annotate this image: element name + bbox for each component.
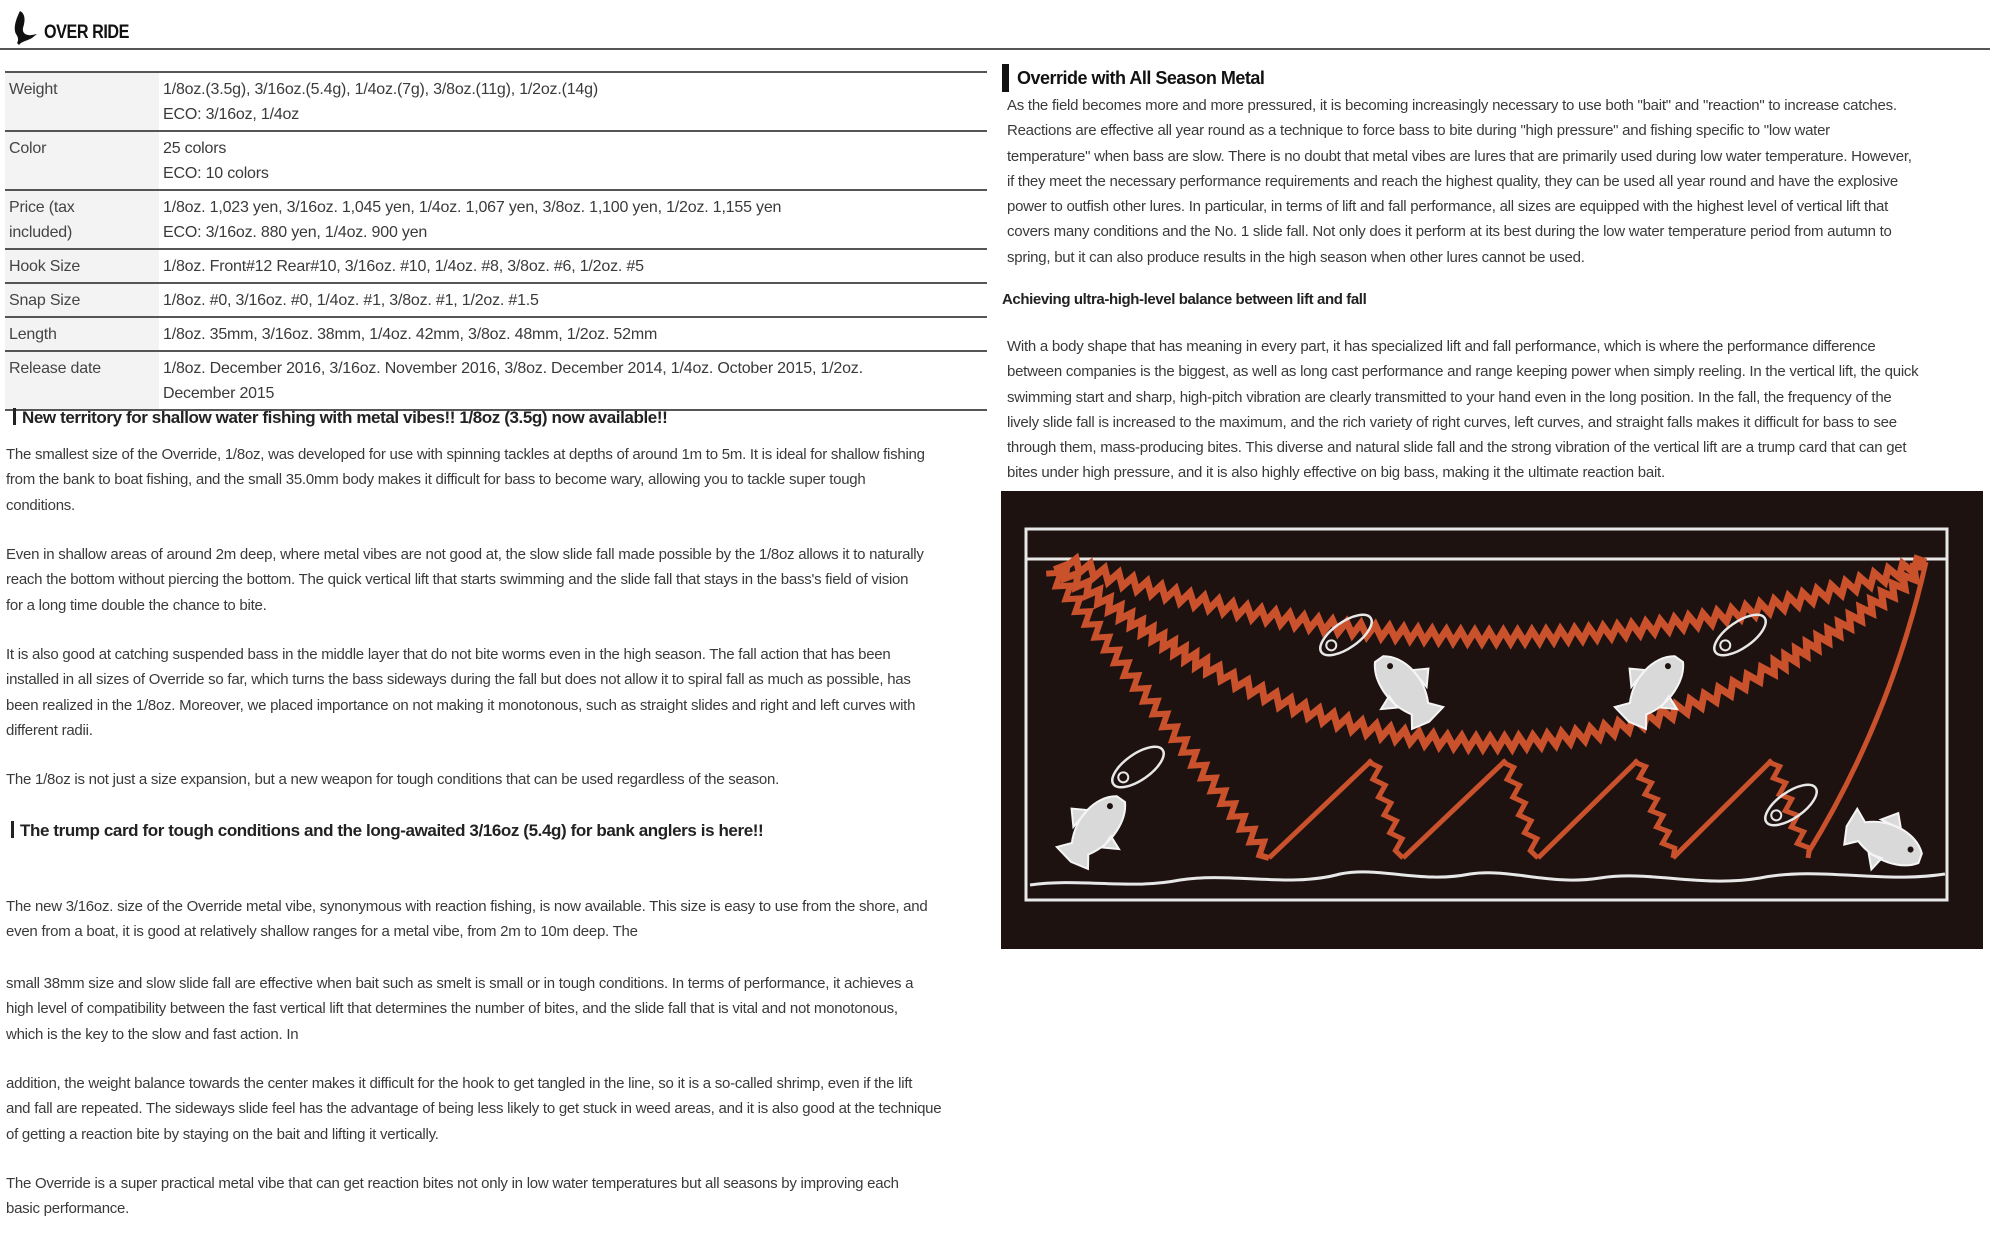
spec-value-line: ECO: 3/16oz, 1/4oz [163,106,300,123]
paragraph-line: been realized in the 1/8oz. Moreover, we placed importance on not making it monotonous, such as straight slides and right and left curves with [6,696,916,714]
spec-value-line: 1/8oz. 1,023 yen, 3/16oz. 1,045 yen, 1/4oz. 1,067 yen, 3/8oz. 1,100 yen, 1/2oz. 1,155 yen [163,199,782,216]
paragraph-line: and fall are repeated. The sideways slide feel has the advantage of being less likely to get stuck in weed areas, and it is also good at the technique [6,1100,942,1118]
spec-label-line: included) [9,224,73,241]
logo[interactable] [8,6,144,46]
right-subheading: Achieving ultra-high-level balance between lift and fall [1002,291,1367,308]
paragraph-line: between companies is the biggest, as well as long cast performance and range keeping power when simply reeling. In the vertical lift, the quick [1007,363,1919,381]
spec-label [5,131,159,190]
spec-row [5,317,987,351]
spec-label-line: Price (tax [9,199,75,216]
paragraph-line: power to outfish other lures. In particular, in terms of lift and fall performance, all sizes are equipped with the highest level of vertical lift that [1007,198,1889,216]
spec-label-line: Weight [9,81,58,98]
spec-value-line: ECO: 10 colors [163,165,269,182]
paragraph [1007,93,1912,270]
paragraph-line: if they meet the necessary performance requirements and reach the highest quality, they can be used all year round and have the explosive [1007,172,1899,190]
paragraph-line: conditions. [6,496,75,514]
paragraph-line: reach the bottom without piercing the bottom. The quick vertical lift that starts swimming and the slide fall that stays in the bass's field of vision [6,571,909,589]
spec-row [5,190,987,249]
paragraph-line: different radii. [6,721,93,739]
spec-value [159,283,987,317]
heading-text: New territory for shallow water fishing with metal vibes!! 1/8oz (3.5g) now available!! [22,408,668,427]
spec-value-line: 1/8oz. #0, 3/16oz. #0, 1/4oz. #1, 3/8oz. #1, 1/2oz. #1.5 [163,292,539,309]
spec-value [159,317,987,351]
spec-label-line: Length [9,326,57,343]
paragraph-line: spring, but it can also produce results in the high season when other lures cannot be used. [1007,248,1585,266]
spec-row [5,72,987,131]
spec-label [5,351,159,410]
paragraph-line: high level of compatibility between the fast vertical lift that determines the number of bites, and the slide fall that is vital and not monotonous, [6,1000,898,1018]
paragraph-line: small 38mm size and slow slide fall are effective when bait such as smelt is small or in tough conditions. In terms of performance, it achieves a [6,975,914,992]
paragraph-line: covers many conditions and the No. 1 slide fall. Not only does it perform at its best during the low water temperature period from autumn to [1007,223,1892,241]
section-heading-3-16oz [11,821,763,841]
logo-text: OVER RIDE [44,22,130,43]
spec-value-line: 1/8oz. Front#12 Rear#10, 3/16oz. #10, 1/4oz. #8, 3/8oz. #6, 1/2oz. #5 [163,258,644,275]
paragraph-line: lively slide fall is increased to the maximum, and the rich variety of right curves, left curves, and straight falls makes it difficult for bass to see [1007,413,1897,431]
bird-silhouette-icon [8,10,38,46]
spec-value [159,249,987,283]
spec-row [5,283,987,317]
spec-value-line: December 2015 [163,385,275,402]
paragraph-line: swimming start and sharp, high-pitch vibration are clearly transmitted to your hand even in the long position. In the fall, the frequency of the [1007,388,1892,406]
paragraph-line: Reactions are effective all year round as a technique to force bass to bite during "high pressure" and fishing specific to "low water [1007,122,1830,140]
spec-value-line: 1/8oz. 35mm, 3/16oz. 38mm, 1/4oz. 42mm, 3/8oz. 48mm, 1/2oz. 52mm [163,326,658,343]
spec-label [5,72,159,131]
paragraph [6,971,913,1047]
paragraph [6,894,927,945]
paragraph-line: The new 3/16oz. size of the Override metal vibe, synonymous with reaction fishing, is now available. This size is easy to use from the shore, and [6,898,928,915]
paragraph-line: from the bank to boat fishing, and the small 35.0mm body makes it difficult for bass to become wary, allowing you to tackle super tough [6,471,866,489]
spec-value-line: 1/8oz. December 2016, 3/16oz. November 2016, 3/8oz. December 2014, 1/4oz. October 2015, 1/2oz. [163,360,863,377]
heading-bar [11,821,14,838]
paragraph [1007,334,1918,486]
paragraph [6,1071,941,1147]
spec-value [159,351,987,410]
spec-label [5,249,159,283]
spec-table [5,71,987,411]
title-bar [1002,64,1009,92]
paragraph-line: As the field becomes more and more pressured, it is becoming increasingly necessary to use both "bait" and "reaction" to increase catches. [1007,97,1897,114]
paragraph [6,442,925,518]
spec-label-line: Hook Size [9,258,81,275]
spec-value [159,190,987,249]
spec-label-line: Color [9,140,47,157]
paragraph-line: It is also good at catching suspended bass in the middle layer that do not bite worms even in the high season. The fall action that has been [6,646,891,663]
paragraph-line: installed in all sizes of Override so far, which turns the bass sideways during the fall but does not allow it to spiral fall as much as possible, has [6,671,911,689]
paragraph-line: With a body shape that has meaning in every part, it has specialized lift and fall performance, which is where the performance difference [1007,338,1876,355]
spec-label [5,190,159,249]
paragraph-line: The smallest size of the Override, 1/8oz, was developed for use with spinning tackles at depths of around 1m to 5m. It is ideal for shallow fishing [6,446,925,463]
paragraph [6,767,779,792]
paragraph [6,542,924,618]
spec-value [159,131,987,190]
paragraph-line: bites under high pressure, and it is also highly effective on big bass, making it the ultimate reaction bait. [1007,464,1665,482]
spec-value [159,72,987,131]
spec-label-line: Release date [9,360,101,377]
paragraph-line: for a long time double the chance to bite. [6,596,267,614]
header-divider [0,48,1990,50]
paragraph-line: Even in shallow areas of around 2m deep, where metal vibes are not good at, the slow slide fall made possible by the 1/8oz allows it to naturally [6,546,924,563]
spec-value-line: 1/8oz.(3.5g), 3/16oz.(5.4g), 1/4oz.(7g), 3/8oz.(11g), 1/2oz.(14g) [163,81,598,98]
right-section-title [1002,64,1264,92]
paragraph-line: basic performance. [6,1200,130,1218]
heading-bar [13,408,16,425]
paragraph [6,642,915,743]
paragraph-line: which is the key to the slow and fast action. In [6,1025,299,1043]
section-heading-1-8oz [13,408,667,428]
paragraph-line: The Override is a super practical metal vibe that can get reaction bites not only in low water temperatures but all seasons by improving each [6,1175,899,1192]
spec-label [5,317,159,351]
spec-value-line: ECO: 3/16oz. 880 yen, 1/4oz. 900 yen [163,224,428,241]
spec-row [5,249,987,283]
heading-text: The trump card for tough conditions and the long-awaited 3/16oz (5.4g) for bank anglers is here!! [20,821,764,840]
spec-label-line: Snap Size [9,292,81,309]
spec-value-line: 25 colors [163,140,227,157]
paragraph-line: of getting a reaction bite by staying on the bait and lifting it vertically. [6,1125,439,1143]
spec-row [5,351,987,410]
lift-and-fall-illustration [1001,491,1983,949]
spec-row [5,131,987,190]
paragraph-line: The 1/8oz is not just a size expansion, but a new weapon for tough conditions that can be used regardless of the season. [6,771,780,788]
paragraph-line: addition, the weight balance towards the center makes it difficult for the hook to get tangled in the line, so it is a so-called shrimp, even if the lift [6,1075,913,1092]
spec-label [5,283,159,317]
paragraph-line: through them, mass-producing bites. This diverse and natural slide fall and the strong vibration of the vertical lift are a trump card that can get [1007,439,1907,457]
paragraph [6,1171,899,1222]
right-title-text: Override with All Season Metal [1017,67,1265,88]
paragraph-line: even from a boat, it is good at relatively shallow ranges for a metal vibe, from 2m to 10m deep. The [6,923,638,941]
paragraph-line: temperature" when bass are slow. There is no doubt that metal vibes are lures that are primarily used during low water temperature. However, [1007,147,1912,165]
